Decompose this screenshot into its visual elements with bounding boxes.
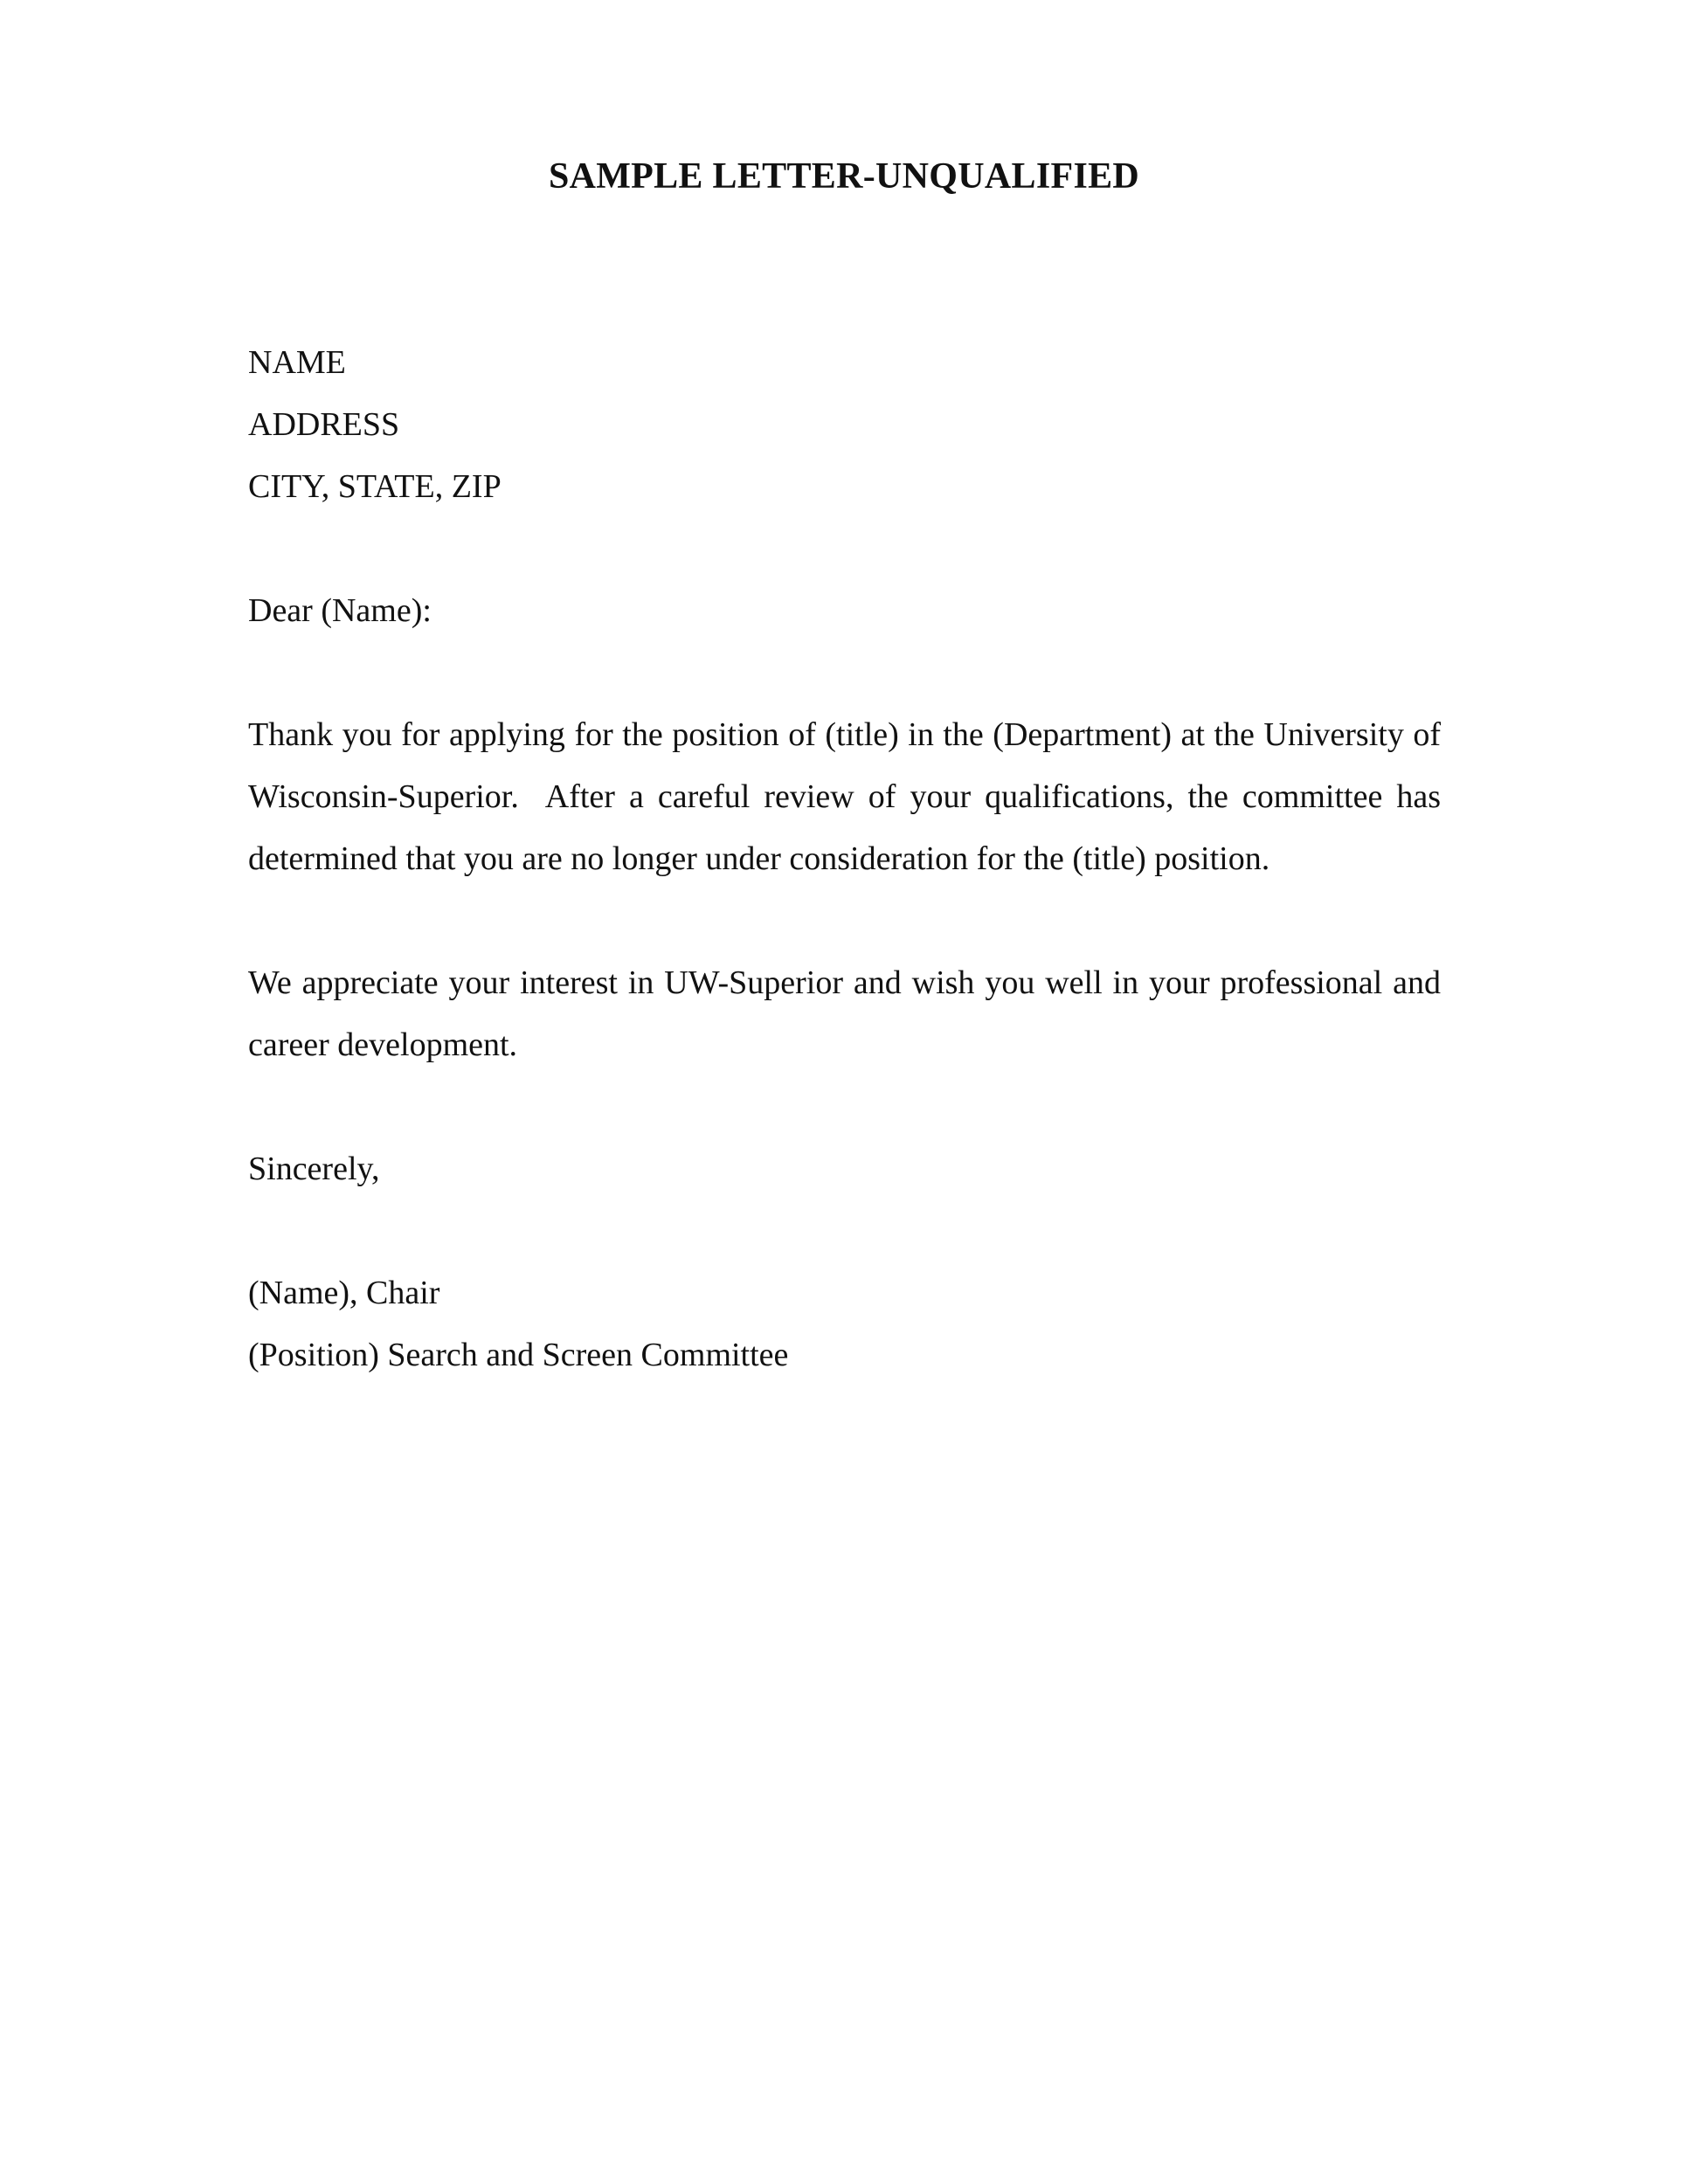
recipient-city-state-zip: CITY, STATE, ZIP	[248, 468, 502, 505]
salutation: Dear (Name):	[248, 592, 432, 629]
letter-title: SAMPLE LETTER-UNQUALIFIED	[548, 156, 1140, 197]
body-paragraph-1: Thank you for applying for the position of (title) in the (Department) at the University of Wisconsin-Superior. After a careful review of your qualifications, the committee has determined that you are no longer under consideration for the (title) position.	[248, 716, 1449, 877]
body-paragraph-2: We appreciate your interest in UW-Superior and wish you well in your professional and career development.	[248, 964, 1441, 1063]
recipient-name: NAME	[248, 344, 346, 381]
letter-body	[248, 332, 1449, 1386]
closing: Sincerely,	[248, 1151, 380, 1187]
recipient-address: ADDRESS	[248, 406, 400, 443]
signature-position: (Position) Search and Screen Committee	[248, 1337, 789, 1373]
signature-name: (Name), Chair	[248, 1275, 440, 1311]
recipient-address-block	[248, 332, 1441, 518]
signature-block	[248, 1262, 1441, 1386]
